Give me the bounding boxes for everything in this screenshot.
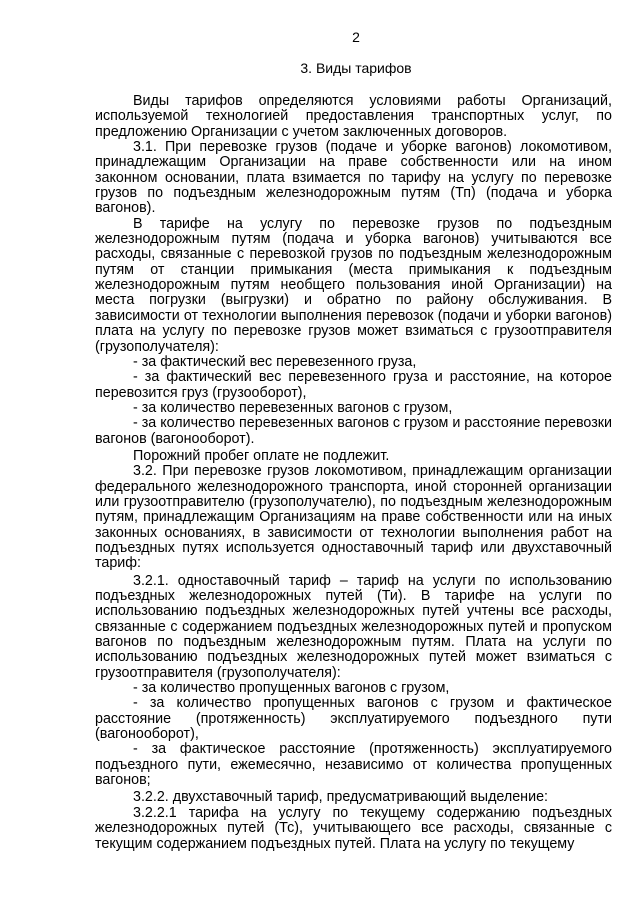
paragraph-3-2-2: 3.2.2. двухставочный тариф, предусматривающий выделение: [133, 789, 548, 806]
paragraph-tariff-description: В тарифе на услугу по перевозке грузов по подъездным железнодорожным путям (подача и уборка вагонов) учитываются все расходы, связанные с перевозкой грузов по подъездным железнодорожным путям от станции примыкания (места примыкания к подъездным железнодорожным путям необщего пользования иной Организации) на места погрузки (выгрузки) и обратно по району обслуживания. В зависимости от технологии выполнения перевозок (подачи и уборки вагонов) плата на услугу по перевозке грузов может взиматься с грузоотправителя (грузополучателя): [95, 215, 612, 355]
paragraph-3-2-2-1: 3.2.2.1 тарифа на услугу по текущему содержанию подъездных железнодорожных путей (Тс), учитывающего все расходы, связанные с текущим содержанием подъездных путей. Плата на услугу по текущему [95, 804, 612, 852]
list-item: - за фактическое расстояние (протяженность) эксплуатируемого подъездного пути, ежемесячно, независимо от количества пропущенных вагонов; [95, 741, 612, 789]
document-body [95, 94, 612, 852]
list-item: - за количество перевезенных вагонов с грузом и расстояние перевозки вагонов (вагонооборот). [95, 415, 612, 447]
paragraph-3-2-1: 3.2.1. одноставочный тариф – тариф на услуги по использованию подъездных железнодорожных путей (Ти). В тарифе на услуги по использованию подъездных железнодорожных путей учтены все расходы, связанные с содержанием подъездных железнодорожных путей и пропуском вагонов по подъездным железнодорожным путям. Плата на услуги по использованию подъездных железнодорожных путей может взиматься с грузоотправителя (грузополучателя): [95, 572, 612, 681]
list-item: - за количество пропущенных вагонов с грузом и фактическое расстояние (протяженность) эксплуатируемого подъездного пути (вагонооборот), [95, 695, 612, 743]
list-item: - за фактический вес перевезенного груза и расстояние, на которое перевозится груз (грузооборот), [95, 369, 612, 401]
paragraph-3-2: 3.2. При перевозке грузов локомотивом, принадлежащим организации федерального железнодорожного транспорта, иной сторонней организации или грузоотправителю (грузополучателю), по подъездным железнодорожным путям, принадлежащим Организациям на праве собственности или на иных законных основаниях, в зависимости от технологии выполнения работ на подъездных путях используется одноставочный тариф или двухставочный тариф: [95, 463, 612, 572]
list-item: - за количество перевезенных вагонов с грузом, [133, 399, 453, 416]
section-title: 3. Виды тарифов [300, 60, 412, 76]
paragraph-3-1: 3.1. При перевозке грузов (подаче и уборке вагонов) локомотивом, принадлежащим Организации на праве собственности или на ином законном основании, плата взимается по тарифу на услугу по перевозке грузов по подъездным железнодорожным путям (Тп) (подача и уборка вагонов). [95, 139, 612, 217]
list-item: - за количество пропущенных вагонов с грузом, [133, 680, 450, 697]
page-number: 2 [352, 29, 360, 45]
paragraph-empty-run: Порожний пробег оплате не подлежит. [133, 447, 390, 464]
list-item: - за фактический вес перевезенного груза, [133, 353, 417, 370]
paragraph-intro: Виды тарифов определяются условиями работы Организаций, используемой технологией предоставления транспортных услуг, по предложению Организации с учетом заключенных договоров. [95, 93, 612, 140]
